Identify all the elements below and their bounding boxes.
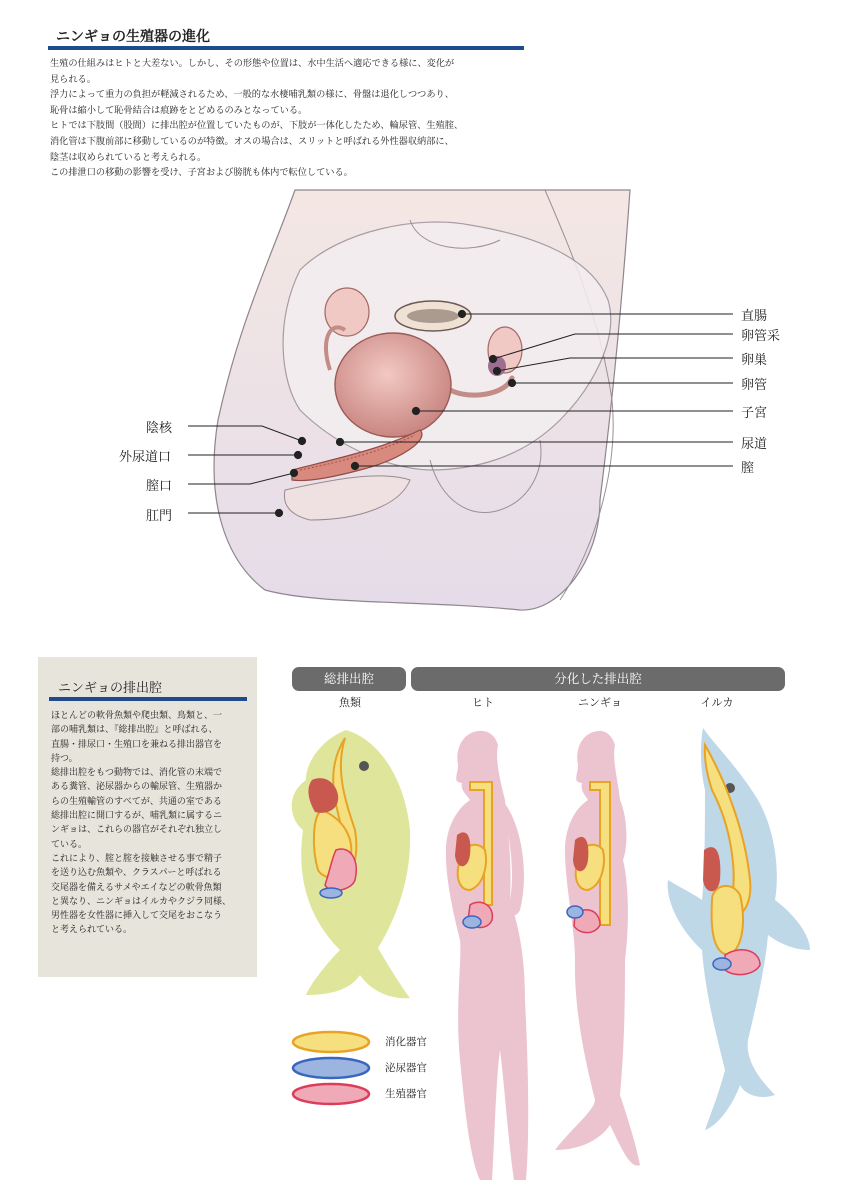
column-label-fish: 魚類 bbox=[339, 696, 361, 709]
label-urethral-opening: 外尿道口 bbox=[119, 450, 172, 465]
label-vagina: 膣 bbox=[741, 461, 755, 476]
legend-swatch-genital bbox=[293, 1084, 369, 1104]
column-label-human: ヒト bbox=[472, 696, 494, 709]
intro-line: 恥骨は縮小して恥骨結合は痕跡をとどめるのみとなっている。 bbox=[50, 104, 308, 116]
legend-label-genital: 生殖器官 bbox=[385, 1088, 427, 1100]
intro-line: ヒトでは下肢間（股間）に排出腔が位置していたものが、下肢が一体化したため、輪尿管、生殖腟、 bbox=[50, 120, 464, 132]
legend-swatch-digestive bbox=[293, 1032, 369, 1052]
panel-line: 総排出腔をもつ動物では、消化管の末端で bbox=[51, 768, 223, 779]
group-label-differentiated: 分化した排出腔 bbox=[411, 667, 785, 691]
panel-line: 男性器を女性器に挿入して交尾をおこなう bbox=[51, 911, 223, 922]
panel-line: ている。 bbox=[51, 839, 88, 850]
label-clitoris: 陰核 bbox=[146, 421, 173, 436]
fish-diagram bbox=[292, 730, 410, 998]
column-label-mermaid: ニンギョ bbox=[578, 696, 622, 709]
label-uterus: 子宮 bbox=[741, 406, 768, 421]
mermaid-diagram bbox=[555, 731, 640, 1166]
panel-line: 直腸・排尿口・生殖口を兼ねる排出器官を bbox=[51, 739, 223, 750]
panel-line: ある糞管、泌尿器からの輸尿管、生殖器か bbox=[51, 782, 223, 793]
panel-line: 総排出腔に開口するが、哺乳類に属するニ bbox=[51, 811, 223, 822]
label-fimbriae: 卵管采 bbox=[741, 329, 781, 344]
panel-line: を送り込む魚類や、クラスパーと呼ばれる bbox=[51, 868, 222, 879]
intro-line: 生殖の仕組みはヒトと大差ない。しかし、その形態や位置は、水中生活へ適応できる様に、変化が bbox=[50, 58, 455, 69]
panel-line: 部の哺乳類は、『総排出腔』と呼ばれる、 bbox=[51, 725, 218, 736]
panel-title: ニンギョの排出腔 bbox=[58, 681, 163, 696]
legend bbox=[293, 1032, 369, 1104]
dolphin-diagram bbox=[668, 728, 810, 1130]
panel-line: 交尾器を備えるサメやエイなどの軟骨魚類 bbox=[51, 882, 222, 893]
intro-line: 見られる。 bbox=[50, 73, 96, 85]
panel-line: らの生殖輸管のすべてが、共通の室である bbox=[51, 796, 222, 807]
panel-line: と異なり、ニンギョはイルカやクジラ同様、 bbox=[51, 896, 232, 907]
label-vaginal-opening: 膣口 bbox=[146, 479, 173, 494]
legend-label-digestive: 消化器官 bbox=[385, 1036, 427, 1048]
column-label-dolphin: イルカ bbox=[700, 696, 734, 709]
panel-line: ンギョは、これらの器官がそれぞれ独立し bbox=[51, 825, 223, 836]
panel-line: これにより、腟と腟を接触させる事で精子 bbox=[51, 853, 223, 864]
label-anus: 肛門 bbox=[146, 509, 173, 524]
panel-line: 持つ。 bbox=[51, 753, 78, 764]
panel-line: と考えられている。 bbox=[51, 925, 133, 936]
intro-line: 陰茎は収められていると考えられる。 bbox=[50, 151, 207, 163]
page-title: ニンギョの生殖器の進化 bbox=[56, 29, 210, 45]
label-ovary: 卵巣 bbox=[741, 353, 768, 368]
label-urethra: 尿道 bbox=[741, 437, 768, 452]
legend-swatch-urinary bbox=[293, 1058, 369, 1078]
label-fallopian-tube: 卵管 bbox=[741, 378, 768, 393]
intro-line: この排泄口の移動の影響を受け、子宮および膀胱も体内で転位している。 bbox=[50, 167, 353, 179]
group-label-cloaca: 総排出腔 bbox=[292, 667, 406, 691]
panel-line: ほとんどの軟骨魚類や爬虫類、鳥類と、一 bbox=[51, 711, 223, 721]
intro-line: 消化管は下腹前部に移動しているのが特徴。オスの場合は、スリットと呼ばれる外性器収納部に、 bbox=[50, 135, 454, 147]
legend-label-urinary: 泌尿器官 bbox=[385, 1062, 427, 1074]
label-rectum: 直腸 bbox=[741, 309, 768, 324]
human-diagram bbox=[446, 731, 528, 1180]
intro-line: 浮力によって重力の負担が軽減されるため、一般的な水棲哺乳類の様に、骨盤は退化しつつあり、 bbox=[50, 89, 454, 101]
